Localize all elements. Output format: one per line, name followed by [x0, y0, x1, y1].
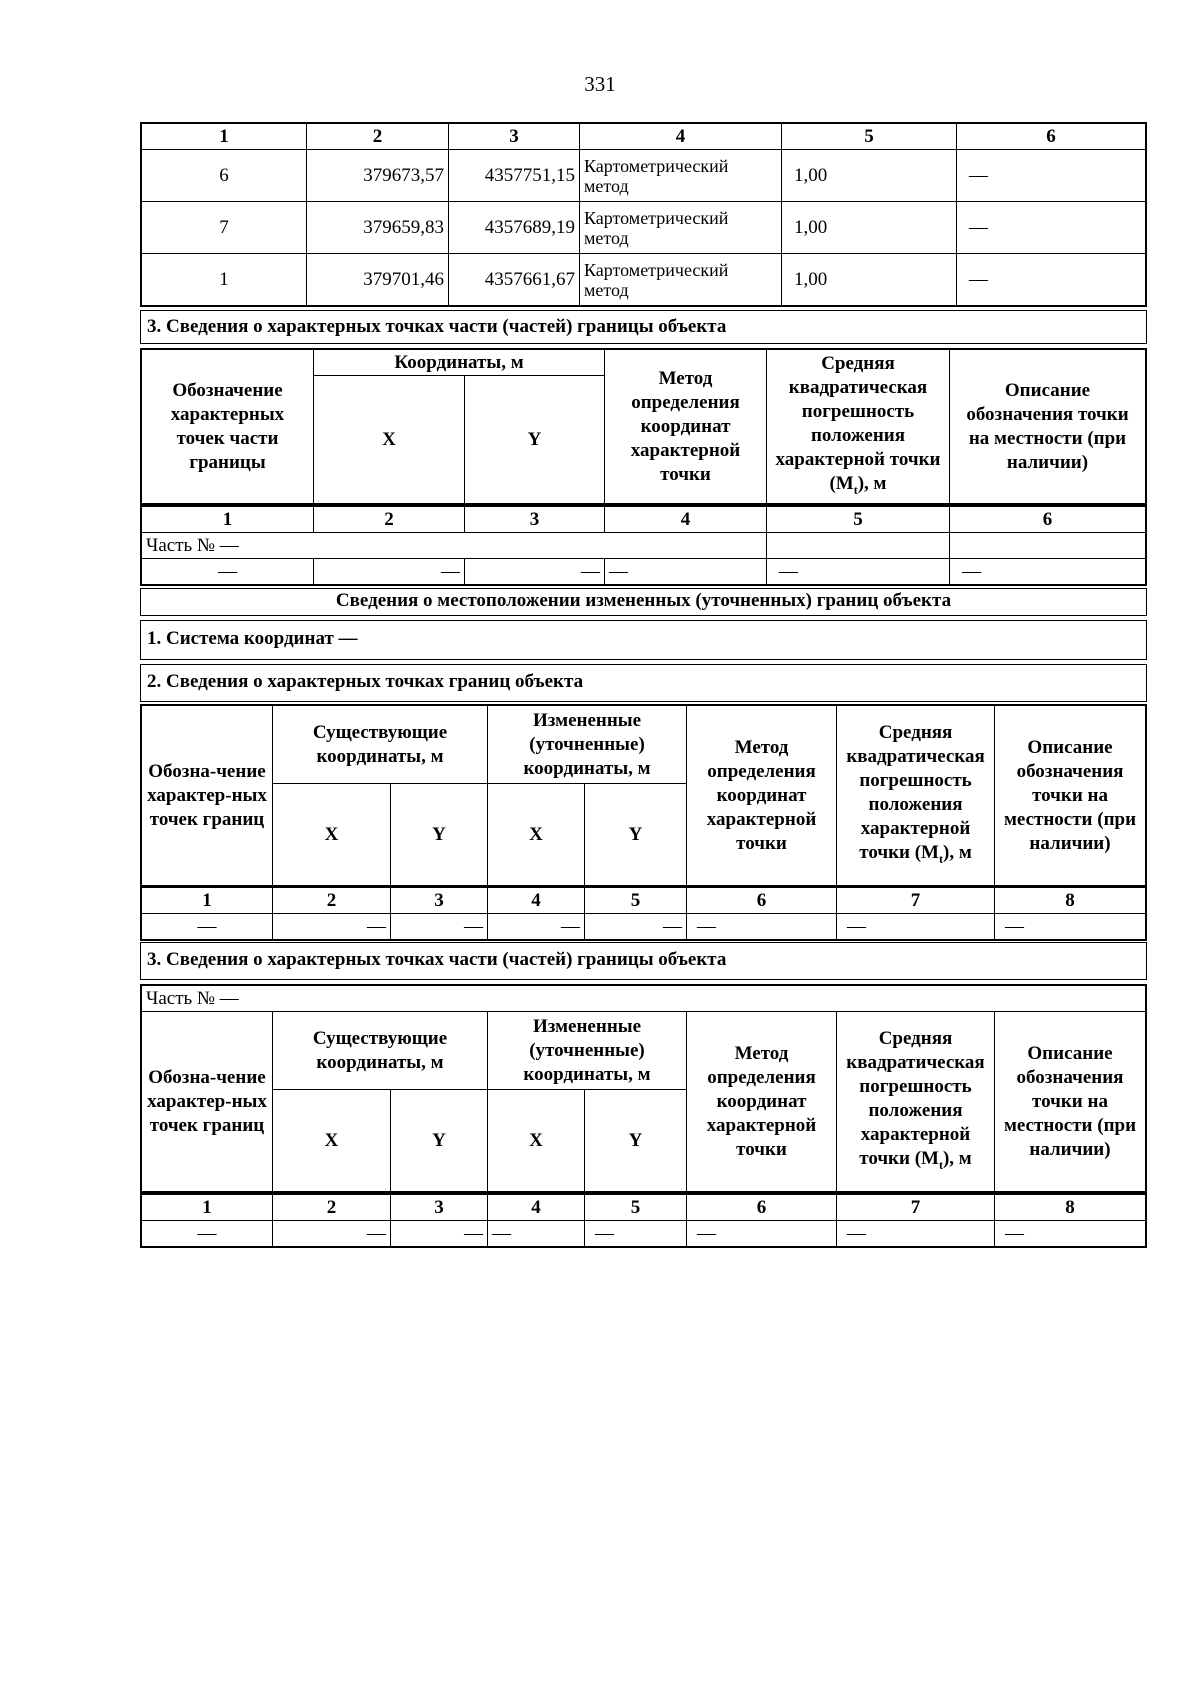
header-y: Y — [465, 376, 605, 504]
method: Картометрический метод — [580, 254, 782, 306]
points-table-continued — [140, 122, 1147, 307]
header-x: X — [273, 784, 391, 886]
column-numbers-row — [142, 1195, 1146, 1221]
parts-table-body — [140, 505, 1147, 586]
cell: — — [142, 559, 314, 585]
changed-parts-table-body — [140, 1193, 1147, 1248]
col-number: 5 — [585, 1195, 687, 1221]
description: — — [957, 150, 1146, 202]
description: — — [957, 202, 1146, 254]
cell: — — [687, 1221, 837, 1247]
table-row — [142, 559, 1146, 585]
changed-boundaries-title — [140, 588, 1147, 616]
cell: — — [273, 914, 391, 940]
coord-x: 379701,46 — [307, 254, 449, 306]
coord-y: 4357661,67 — [449, 254, 580, 306]
error-value: 1,00 — [782, 202, 957, 254]
parts-section-title-2 — [140, 942, 1147, 980]
parts-section-title — [140, 310, 1147, 344]
error-value: 1,00 — [782, 254, 957, 306]
header-y: Y — [391, 784, 488, 886]
col-number: 2 — [314, 507, 465, 533]
cell: — — [391, 1221, 488, 1247]
header-y: Y — [585, 784, 687, 886]
col-number: 1 — [142, 888, 273, 914]
col-number: 5 — [767, 507, 950, 533]
table-row — [142, 254, 1146, 306]
header-y: Y — [585, 1090, 687, 1192]
header-x: X — [488, 1090, 585, 1192]
column-numbers-row — [142, 507, 1146, 533]
col-number: 8 — [995, 1195, 1146, 1221]
changed-points-table-body — [140, 886, 1147, 941]
empty-cell — [950, 533, 1146, 559]
col-number: 7 — [837, 1195, 995, 1221]
point-id: 1 — [142, 254, 307, 306]
column-numbers-row — [142, 888, 1146, 914]
changed-points-table — [140, 704, 1147, 887]
cell: — — [142, 1221, 273, 1247]
header-changed-coords: Измененные (уточненные) координаты, м — [488, 706, 687, 784]
header-error: Средняя квадратическая погрешность положения характерной точки $(M_t)$, м — [767, 350, 950, 504]
cell: — — [995, 1221, 1146, 1247]
cell: — — [142, 914, 273, 940]
parts-table — [140, 348, 1147, 505]
col-number: 4 — [580, 124, 782, 150]
cell: — — [273, 1221, 391, 1247]
method: Картометрический метод — [580, 150, 782, 202]
header-designation: Обозначение характерных точек части границы — [142, 350, 314, 504]
header-y: Y — [391, 1090, 488, 1192]
col-number: 4 — [605, 507, 767, 533]
method: Картометрический метод — [580, 202, 782, 254]
coord-y: 4357751,15 — [449, 150, 580, 202]
header-existing-coords: Существующие координаты, м — [273, 706, 488, 784]
header-description: Описание обозначения точки на местности (при наличии) — [995, 1012, 1146, 1192]
cell: — — [488, 1221, 585, 1247]
header-designation: Обозна-чение характер-ных точек границ — [142, 1012, 273, 1192]
col-number: 3 — [391, 1195, 488, 1221]
empty-cell — [767, 533, 950, 559]
section-title: 2. Сведения о характерных точках границ объекта — [147, 671, 584, 692]
header-method: Метод определения координат характерной точки — [687, 1012, 837, 1192]
header-description: Описание обозначения точки на местности (при наличии) — [950, 350, 1146, 504]
col-number: 2 — [307, 124, 449, 150]
table-row — [142, 1221, 1146, 1247]
points-section-title — [140, 664, 1147, 702]
cell: — — [314, 559, 465, 585]
header-error: Средняя квадратическая погрешность положения характерной точки $(M_t)$, м — [837, 706, 995, 886]
col-number: 6 — [950, 507, 1146, 533]
header-x: X — [488, 784, 585, 886]
cell: — — [995, 914, 1146, 940]
part-label: Часть № — — [142, 986, 1146, 1012]
header-x: X — [273, 1090, 391, 1192]
part-label: Часть № — — [142, 533, 767, 559]
header-method: Метод определения координат характерной точки — [605, 350, 767, 504]
header-x: X — [314, 376, 465, 504]
cell: — — [605, 559, 767, 585]
cell: — — [391, 914, 488, 940]
point-id: 6 — [142, 150, 307, 202]
coord-system: 1. Система координат — — [147, 628, 358, 649]
header-coords: Координаты, м — [314, 350, 605, 376]
column-numbers-row — [142, 124, 1146, 150]
coord-x: 379673,57 — [307, 150, 449, 202]
table-row — [142, 914, 1146, 940]
col-number: 6 — [687, 1195, 837, 1221]
section-title: Сведения о местоположении измененных (уточненных) границ объекта — [335, 590, 952, 611]
coord-x: 379659,83 — [307, 202, 449, 254]
header-error: Средняя квадратическая погрешность положения характерной точки $(M_t)$, м — [837, 1012, 995, 1192]
description: — — [957, 254, 1146, 306]
changed-parts-table — [140, 984, 1147, 1193]
col-number: 2 — [273, 1195, 391, 1221]
cell: — — [837, 914, 995, 940]
cell: — — [687, 914, 837, 940]
header-existing-coords: Существующие координаты, м — [273, 1012, 488, 1090]
header-method: Метод определения координат характерной точки — [687, 706, 837, 886]
col-number: 8 — [995, 888, 1146, 914]
header-changed-coords: Измененные (уточненные) координаты, м — [488, 1012, 687, 1090]
cell: — — [950, 559, 1146, 585]
cell: — — [585, 914, 687, 940]
col-number: 3 — [465, 507, 605, 533]
header-description: Описание обозначения точки на местности (при наличии) — [995, 706, 1146, 886]
col-number: 3 — [449, 124, 580, 150]
cell: — — [585, 1221, 687, 1247]
col-number: 1 — [142, 124, 307, 150]
table-row — [142, 202, 1146, 254]
cell: — — [488, 914, 585, 940]
point-id: 7 — [142, 202, 307, 254]
col-number: 5 — [782, 124, 957, 150]
section-title: 3. Сведения о характерных точках части (частей) границы объекта — [147, 316, 727, 337]
coord-y: 4357689,19 — [449, 202, 580, 254]
col-number: 4 — [488, 888, 585, 914]
col-number: 6 — [687, 888, 837, 914]
section-title: 3. Сведения о характерных точках части (частей) границы объекта — [147, 949, 727, 970]
col-number: 1 — [142, 1195, 273, 1221]
page-number: 331 — [584, 72, 616, 96]
cell: — — [767, 559, 950, 585]
header-designation: Обозна-чение характер-ных точек границ — [142, 706, 273, 886]
error-value: 1,00 — [782, 150, 957, 202]
col-number: 5 — [585, 888, 687, 914]
table-row — [142, 150, 1146, 202]
col-number: 1 — [142, 507, 314, 533]
col-number: 4 — [488, 1195, 585, 1221]
col-number: 2 — [273, 888, 391, 914]
cell: — — [837, 1221, 995, 1247]
col-number: 6 — [957, 124, 1146, 150]
cell: — — [465, 559, 605, 585]
col-number: 3 — [391, 888, 488, 914]
coord-system-block — [140, 620, 1147, 660]
col-number: 7 — [837, 888, 995, 914]
